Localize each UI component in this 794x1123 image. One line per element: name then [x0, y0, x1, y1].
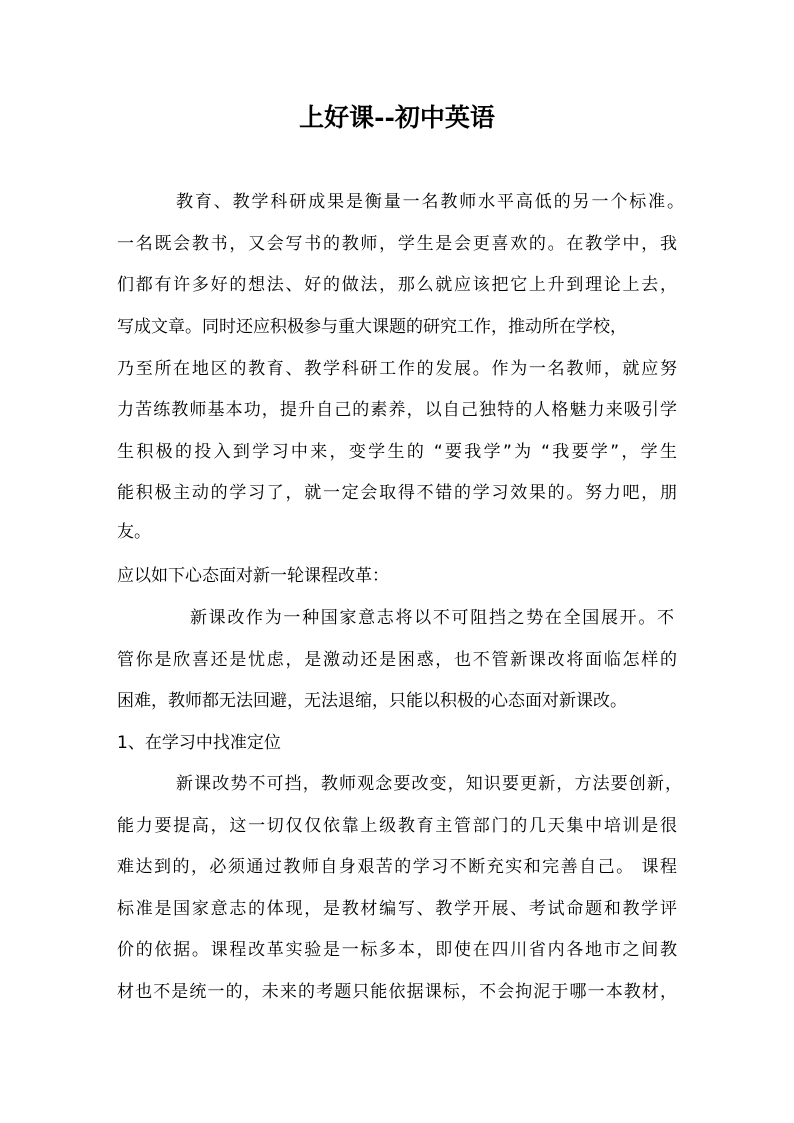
paragraph-line: 价的依据。课程改革实验是一标多本，即使在四川省内各地市之间教 [117, 940, 677, 960]
paragraph-line: 能积极主动的学习了，就一定会取得不错的学习效果的。努力吧，朋 [117, 483, 677, 503]
paragraph-line: 难达到的，必须通过教师自身艰苦的学习不断充实和完善自己。 课程 [117, 857, 677, 877]
paragraph-line: 困难，教师都无法回避，无法退缩，只能以积极的心态面对新课改。 [117, 691, 627, 711]
paragraph-line: 力苦练教师基本功，提升自己的素养，以自己独特的人格魅力来吸引学 [117, 400, 677, 420]
paragraph-line: 教育、教学科研成果是衡量一名教师水平高低的另一个标准。 [176, 192, 684, 212]
paragraph-line: 新课改势不可挡，教师观念要改变，知识要更新，方法要创新， [176, 774, 682, 794]
paragraph-line: 标准是国家意志的体现，是教材编写、教学开展、考试命题和教学评 [117, 899, 677, 919]
paragraph-line: 乃至所在地区的教育、教学科研工作的发展。作为一名教师，就应努 [117, 359, 677, 379]
section-intro: 应以如下心态面对新一轮课程改革： [117, 566, 389, 586]
paragraph-line: 能力要提高，这一切仅仅依靠上级教育主管部门的几天集中培训是很 [117, 816, 677, 836]
paragraph-line: 友。 [117, 522, 151, 542]
paragraph-line: 写成文章。同时还应积极参与重大课题的研究工作，推动所在学校， [117, 317, 627, 337]
section-heading: 1、在学习中找准定位 [117, 733, 281, 753]
paragraph-line: 生积极的投入到学习中来，变学生的 “要我学”为 “我要学”，学生 [117, 442, 677, 462]
paragraph-line: 一名既会教书，又会写书的教师，学生是会更喜欢的。在教学中，我 [117, 234, 677, 254]
paragraph-line: 们都有许多好的想法、好的做法，那么就应该把它上升到理论上去， [117, 275, 677, 295]
paragraph-line: 新课改作为一种国家意志将以不可阻挡之势在全国展开。不 [190, 608, 674, 628]
document-title: 上好课--初中英语 [299, 103, 495, 132]
paragraph-line: 材也不是统一的，未来的考题只能依据课标，不会拘泥于哪一本教材， [117, 982, 677, 1002]
paragraph-line: 管你是欣喜还是忧虑，是激动还是困惑，也不管新课改将面临怎样的 [117, 650, 677, 670]
